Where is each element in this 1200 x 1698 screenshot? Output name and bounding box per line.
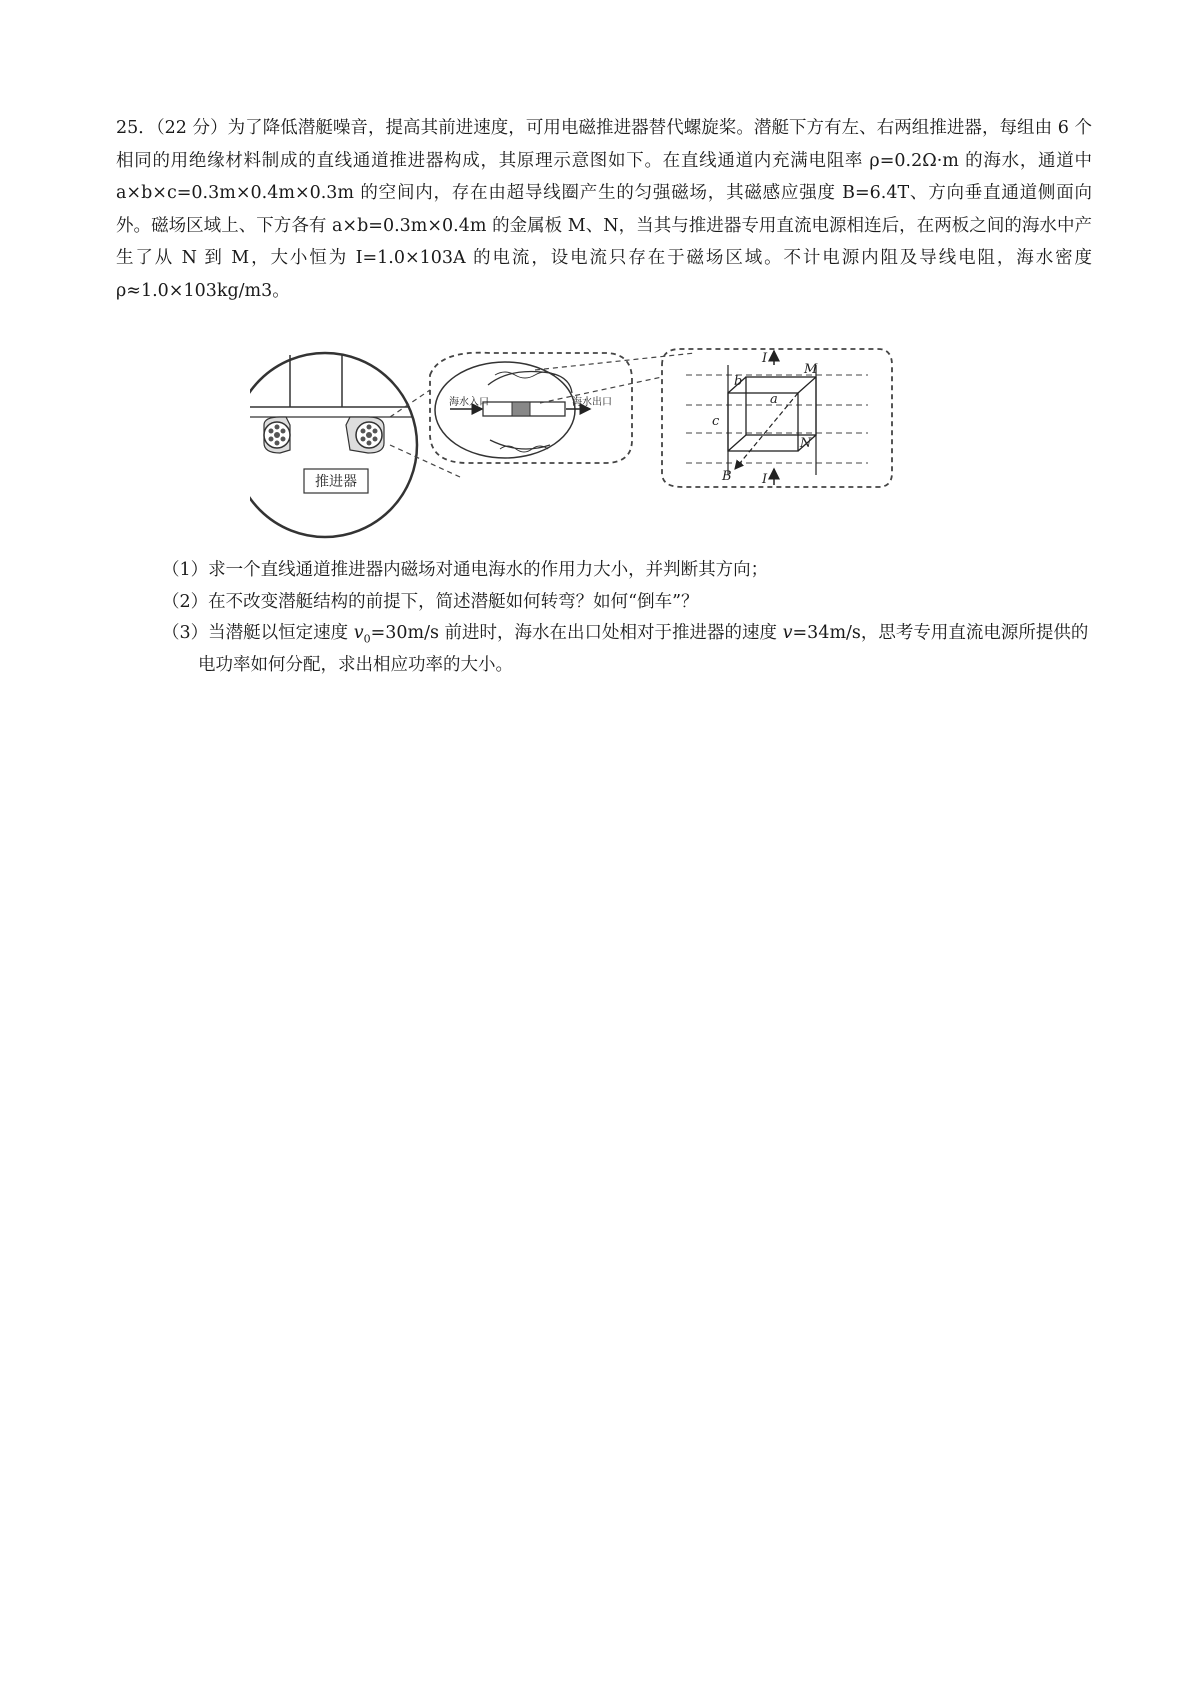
field-region-view (662, 349, 892, 487)
left-thruster-icon (264, 417, 290, 453)
q3-prefix: （3）当潜艇以恒定速度 (162, 623, 354, 643)
q3-mid: =30m/s 前进时，海水在出口处相对于推进器的速度 (370, 623, 783, 643)
label-b: b (734, 374, 743, 389)
q3-v-symbol: v (782, 623, 793, 643)
label-a: a (770, 392, 778, 407)
problem-stem: 为了降低潜艇噪音，提高其前进速度，可用电磁推进器替代螺旋桨。潜艇下方有左、右两组推进器，每组由 6 个相同的用绝缘材料制成的直线通道推进器构成，其原理示意图如下。在直线通道内充满电阻率 ρ=0.2Ω·m 的海水，通道中 a×b×c=0.3m×0.4m×0.3m 的空间内，存在由超导线圈产生的匀强磁场，其磁感应强度 B=6.4T、方向垂直通道侧面向外。磁场区域上、下方各有 a×b=0.3m×0.4m 的金属板 M、N，当其与推进器专用直流电源相连后，在两板之间的海水中产生了从 N 到 M，大小恒为 I=1.0×103A 的电流，设电流只存在于磁场区域。不计电源内阻及导线电阻，海水密度 ρ≈1.0×103kg/m3。 (116, 118, 1092, 301)
sub-questions (162, 555, 1092, 681)
thruster-principle-figure (250, 345, 970, 545)
label-B-field: B (722, 469, 732, 484)
question-3 (162, 618, 1092, 681)
thruster-label: 推进器 (315, 474, 357, 490)
q3-v0-subscript: 0 (363, 632, 371, 646)
problem-paragraph (116, 112, 1092, 307)
q3-v0-symbol: v (353, 623, 364, 643)
zoom-line-3 (535, 353, 695, 370)
q3-rest: =34m/s，思考专用直流电源所提供的电功率如何分配，求出相应功率的大小。 (198, 623, 1089, 675)
problem-score: （22 分） (155, 118, 228, 138)
submarine-section-view (250, 353, 417, 537)
problem-number: 25． (116, 118, 156, 138)
label-current-bottom: I (762, 472, 768, 487)
label-current-top: I (762, 351, 768, 366)
right-thruster-icon (346, 417, 384, 453)
channel-zoom-view (430, 353, 632, 463)
question-2: （2）在不改变潜艇结构的前提下，简述潜艇如何转弯？如何“倒车”？ (162, 591, 699, 612)
question-1: （1）求一个直线通道推进器内磁场对通电海水的作用力大小，并判断其方向； (162, 560, 769, 580)
inlet-label: 海水入口 (449, 397, 489, 408)
problem-statement (116, 112, 1092, 307)
zoom-line-2 (390, 445, 460, 477)
figure-svg (250, 345, 970, 545)
label-c: c (712, 414, 720, 429)
outlet-label: 海水出口 (572, 397, 612, 408)
label-plate-M: M (804, 362, 818, 377)
label-plate-N: N (800, 436, 812, 451)
